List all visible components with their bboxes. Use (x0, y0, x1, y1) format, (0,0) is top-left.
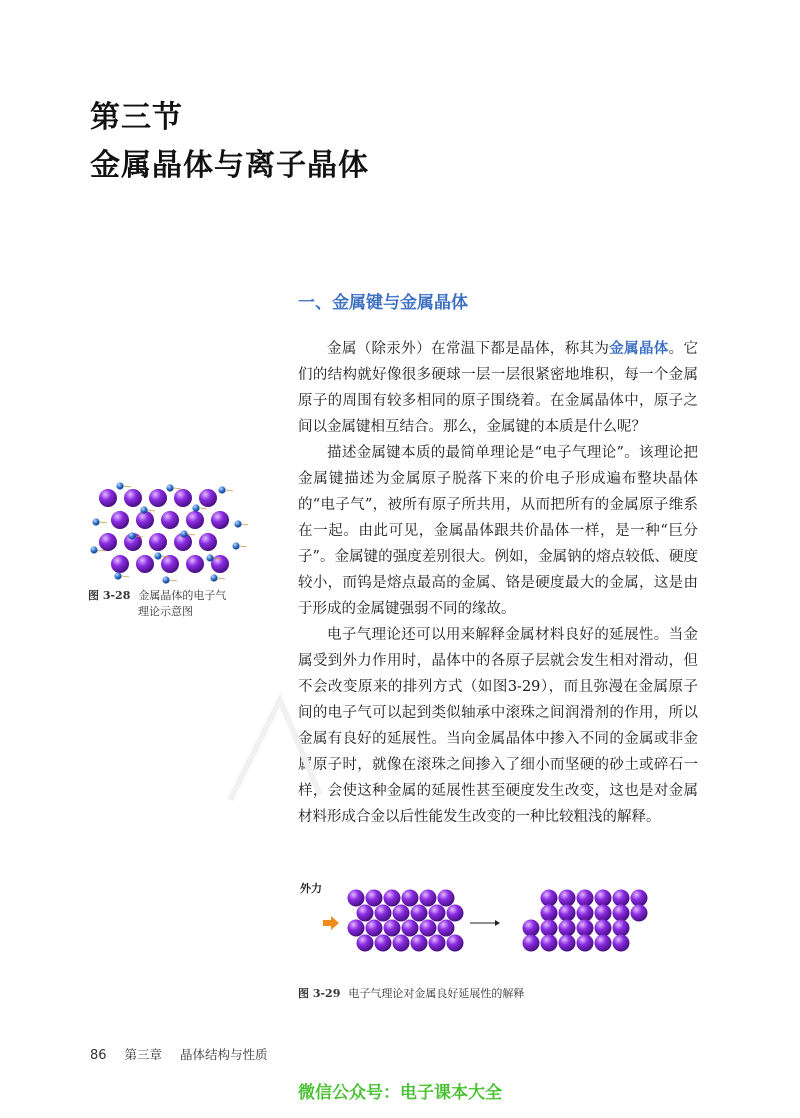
electron (116, 482, 123, 489)
metal-atom (429, 905, 446, 922)
metal-atom (447, 935, 464, 952)
metal-atom (149, 533, 167, 551)
metal-atom (559, 935, 576, 952)
metal-atom (348, 920, 365, 937)
electron (114, 572, 121, 579)
metal-atom (420, 890, 437, 907)
page-footer (90, 1045, 282, 1063)
section-number: 第三节 (90, 100, 183, 135)
chapter-title: 晶体结构与性质 (180, 1047, 268, 1062)
force-label: 外力 (300, 883, 322, 895)
publisher-watermark-glyph (210, 690, 330, 810)
chapter-number: 第三章 (124, 1047, 163, 1062)
metal-atom (523, 920, 540, 937)
paragraph-1: 金属（除汞外）在常温下都是晶体，称其为金属晶体。它们的结构就好像很多硬球一层一层很紧密地堆积，每一个金属原子的周围有较多相同的原子围绕着。在金属晶体中，原子之间以金属键相互结合。那么，金属键的本质是什么呢？ (298, 341, 699, 435)
metal-atom (613, 920, 630, 937)
metal-atom (420, 920, 437, 937)
metal-atom (161, 555, 179, 573)
page-number: 86 (90, 1048, 107, 1063)
electron (206, 554, 213, 561)
metal-atom (559, 890, 576, 907)
metal-atom (393, 905, 410, 922)
electron-motion-arrow (242, 524, 248, 525)
metal-atom (375, 905, 392, 922)
electron-motion-arrow (218, 578, 225, 579)
metal-atom (136, 555, 154, 573)
paragraph-3: 电子气理论还可以用来解释金属材料良好的延展性。当金属受到外力作用时，晶体中的各原子层就会发生相对滑动，但不会改变原来的排列方式（如图3-29），而且弥漫在金属原子间的电子气可以起到类似轴承中滚珠之间润滑剂的作用，所以金属有良好的延展性。当向金属晶体中掺入不同的金属或非金属原子时，就像在滚珠之间掺入了细小而坚硬的砂土或碎石一样，会使这种金属的延展性甚至硬度发生改变，这也是对金属材料形成合金以后性能发生改变的一种比较粗浅的解释。 (298, 627, 698, 825)
metal-atom (541, 935, 558, 952)
electron (232, 542, 239, 549)
metal-atom (99, 533, 117, 551)
metal-atom (595, 935, 612, 952)
wechat-watermark: 微信公众号：电子课本大全 (298, 1083, 502, 1103)
metal-atom (211, 511, 229, 529)
metal-atom (402, 920, 419, 937)
metal-atom (559, 920, 576, 937)
metal-atom (149, 489, 167, 507)
metal-atom (595, 890, 612, 907)
metal-atom (161, 511, 179, 529)
subsection-title: 一、金属键与金属晶体 (298, 293, 468, 313)
electron (92, 518, 99, 525)
metal-atom (411, 935, 428, 952)
metal-atom (595, 905, 612, 922)
metal-atom (613, 935, 630, 952)
figure-3-29-slip-diagram (298, 878, 698, 968)
metal-atom (541, 905, 558, 922)
electron-motion-arrow (122, 576, 129, 577)
metal-atom (124, 489, 142, 507)
metal-atom (199, 489, 217, 507)
electron (128, 532, 135, 539)
figure-3-28-electron-gas (88, 480, 248, 585)
force-arrow-icon (323, 916, 339, 930)
figure-3-29-caption: 图 3-29 电子气理论对金属良好延展性的解释 (298, 987, 525, 1000)
metal-atom (136, 511, 154, 529)
metal-atom (429, 935, 446, 952)
electron (154, 552, 161, 559)
metal-atom (631, 890, 648, 907)
metal-atom (211, 555, 229, 573)
metal-atom (375, 935, 392, 952)
metal-atom (613, 905, 630, 922)
metal-atom (411, 905, 428, 922)
metal-atom (384, 920, 401, 937)
metal-atom (523, 935, 540, 952)
electron-motion-arrow (170, 580, 177, 581)
electron (166, 484, 173, 491)
metal-atom (577, 935, 594, 952)
metal-atom (595, 920, 612, 937)
metal-atom (402, 890, 419, 907)
metal-atom (111, 511, 129, 529)
metal-atom (186, 511, 204, 529)
metal-atom (577, 920, 594, 937)
metal-atom (366, 920, 383, 937)
metal-atom (541, 920, 558, 937)
metal-atom (559, 905, 576, 922)
metal-atom (111, 555, 129, 573)
electron-motion-arrow (148, 510, 155, 511)
body-text (298, 336, 698, 830)
metal-atom (384, 890, 401, 907)
electron (90, 546, 97, 553)
electron (210, 574, 217, 581)
term-metal-crystal: 金属晶体 (609, 341, 669, 357)
electron-motion-arrow (200, 508, 207, 509)
metal-atom (99, 489, 117, 507)
metal-atom (174, 489, 192, 507)
electron (218, 486, 225, 493)
metal-atom (393, 935, 410, 952)
electron (234, 520, 241, 527)
electron-motion-arrow (124, 486, 131, 487)
metal-atom (541, 890, 558, 907)
metal-atom (199, 533, 217, 551)
electron-motion-arrow (98, 550, 105, 551)
paragraph-2: 描述金属键本质的最简单理论是“电子气理论”。该理论把金属键描述为金属原子脱落下来的价电子形成遍布整块晶体的“电子气”，被所有原子所共用，从而把所有的金属原子维系在一起。由此可见，金属晶体跟共价晶体一样，是一种“巨分子”。金属键的强度差别很大。例如，金属钠的熔点较低、硬度较小，而钨是熔点最高的金属、铬是硬度最大的金属，这是由于形成的金属键强弱不同的缘故。 (298, 445, 698, 617)
electron-motion-arrow (240, 546, 247, 547)
electron-motion-arrow (188, 534, 195, 535)
metal-atom (438, 920, 455, 937)
metal-atom (577, 905, 594, 922)
metal-atom (577, 890, 594, 907)
electron (162, 576, 169, 583)
metal-atom (438, 890, 455, 907)
metal-atom (613, 890, 630, 907)
electron (180, 530, 187, 537)
electron-motion-arrow (226, 490, 233, 491)
metal-atom (447, 905, 464, 922)
metal-atom (348, 890, 365, 907)
figure-3-28-caption: 图 3-28 金属晶体的电子气 理论示意图 (88, 589, 227, 618)
metal-atom (357, 935, 374, 952)
section-title: 金属晶体与离子晶体 (90, 148, 369, 183)
metal-atom (366, 890, 383, 907)
electron-motion-arrow (174, 488, 181, 489)
electron-motion-arrow (100, 522, 107, 523)
electron (192, 504, 199, 511)
electron (140, 506, 147, 513)
metal-atom (631, 905, 648, 922)
metal-atom (357, 905, 374, 922)
metal-atom (186, 555, 204, 573)
